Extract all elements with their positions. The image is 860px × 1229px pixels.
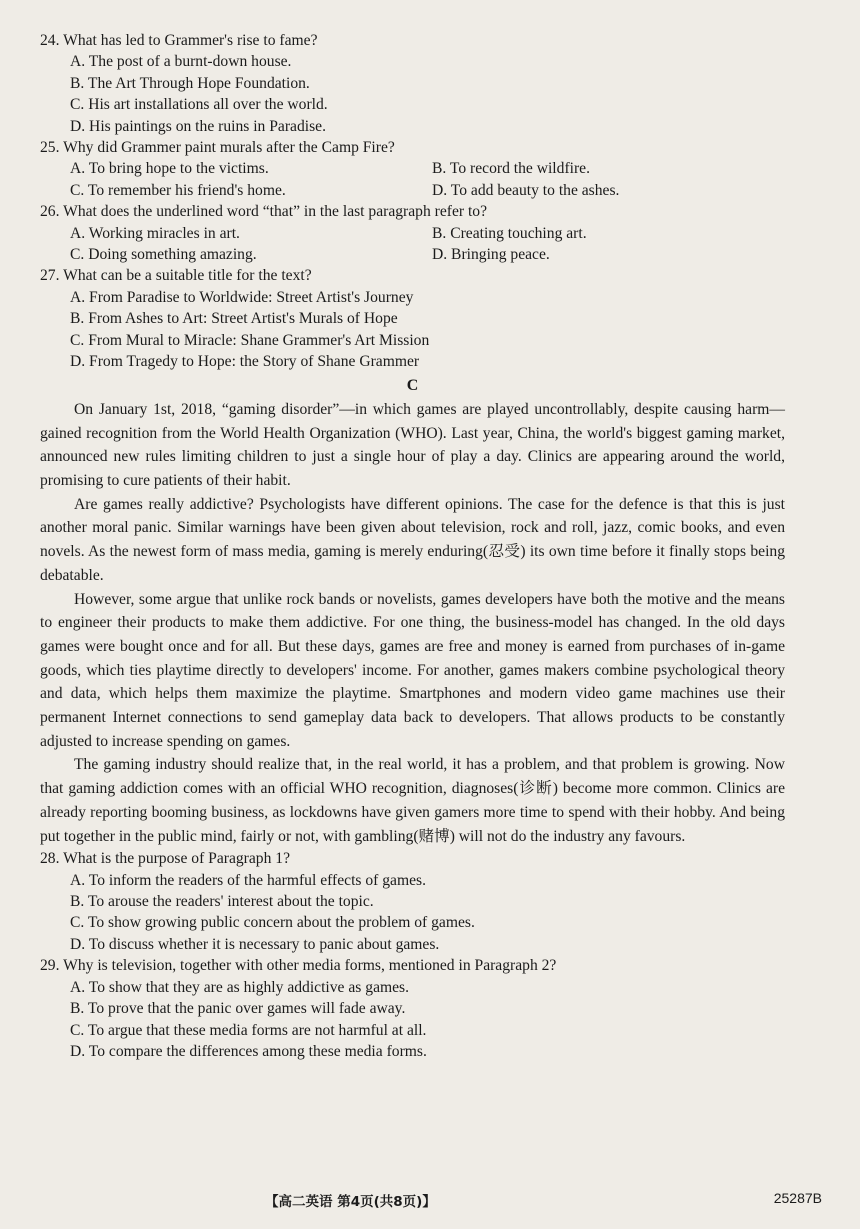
option-a: A. To show that they are as highly addictive as games. xyxy=(70,978,410,996)
option-a: A. To bring hope to the victims. xyxy=(70,160,269,178)
question-stem: 29. Why is television, together with other media forms, mentioned in Paragraph 2? xyxy=(40,957,557,975)
question-stem: 28. What is the purpose of Paragraph 1? xyxy=(40,850,291,868)
question-28 xyxy=(40,848,785,955)
option-d: D. To compare the differences among these media forms. xyxy=(70,1042,427,1060)
option-b: B. To record the wildfire. xyxy=(432,160,590,178)
option-c: C. To show growing public concern about the problem of games. xyxy=(70,914,475,932)
option-d: D. To add beauty to the ashes. xyxy=(432,181,620,199)
passage-paragraph: The gaming industry should realize that, in the real world, it has a problem, and that problem is growing. Now that gaming addiction comes with an official WHO recognition, diagnoses(诊断) become more common. Clinics are already reporting booming business, as lockdowns have given gamers more time to spend with their hobby. And being put together in the public mind, fairly or not, with gambling(赌博) will not do the industry any favours. xyxy=(40,756,785,845)
option-a: A. From Paradise to Worldwide: Street Artist's Journey xyxy=(70,288,414,306)
option-c: C. His art installations all over the world. xyxy=(70,96,328,114)
passage xyxy=(40,398,785,848)
option-c: C. Doing something amazing. xyxy=(70,246,257,264)
option-a: A. The post of a burnt-down house. xyxy=(70,53,292,71)
option-b: B. To prove that the panic over games will fade away. xyxy=(70,1000,406,1018)
option-b: B. To arouse the readers' interest about the topic. xyxy=(70,893,374,911)
question-29 xyxy=(40,955,785,1062)
passage-paragraph: However, some argue that unlike rock bands or novelists, games developers have both the motive and the means to engineer their products to make them addictive. For one thing, the business-model has changed. In the old days games were bought once and for all. But these days, games are free and money is earned from purchases of in-game goods, which ties playtime directly to developers' income. For another, games makers combine psychological theory and data, which helps them maximize the playtime. Smartphones and modern video game machines use their permanent Internet connections to send gameplay data back to developers. That allows products to be constantly adjusted to increase spending on games. xyxy=(40,590,785,750)
option-d: D. His paintings on the ruins in Paradise. xyxy=(70,117,326,135)
page-footer xyxy=(0,1190,860,1216)
stem-word: that xyxy=(269,203,294,221)
question-stem: 24. What has led to Grammer's rise to fame? xyxy=(40,32,318,49)
option-c: C. From Mural to Miracle: Shane Grammer's Art Mission xyxy=(70,331,430,349)
option-b: B. Creating touching art. xyxy=(432,224,587,242)
option-d: D. Bringing peace. xyxy=(432,246,550,264)
section-label: C xyxy=(406,376,419,394)
question-27 xyxy=(40,265,785,372)
question-24 xyxy=(40,30,785,137)
question-stem: 25. Why did Grammer paint murals after the Camp Fire? xyxy=(40,139,395,157)
option-d: D. From Tragedy to Hope: the Story of Shane Grammer xyxy=(70,353,420,371)
passage-paragraph: Are games really addictive? Psychologists have different opinions. The case for the defence is that this is just another moral panic. Similar warnings have been given about television, rock and roll, jazz, comic books, and even novels. As the newest form of mass media, gaming is merely enduring(忍受) its own time before it finally stops being debatable. xyxy=(40,495,785,584)
question-stem xyxy=(40,201,785,222)
page-number: 【高二英语 第4页(共8页)】 xyxy=(265,1194,436,1210)
option-a: A. Working miracles in art. xyxy=(70,224,240,242)
stem-text: 26. What does the underlined word “ xyxy=(40,203,270,221)
option-d: D. To discuss whether it is necessary to panic about games. xyxy=(70,935,440,953)
question-stem: 27. What can be a suitable title for the text? xyxy=(40,267,312,285)
exam-content xyxy=(40,30,785,1062)
exam-code: 25287B xyxy=(773,1190,822,1206)
option-c: C. To remember his friend's home. xyxy=(70,181,286,199)
option-b: B. The Art Through Hope Foundation. xyxy=(70,74,310,92)
question-25 xyxy=(40,137,785,201)
passage-paragraph: On January 1st, 2018, “gaming disorder”—in which games are played uncontrollably, despite causing harm—gained recognition from the World Health Organization (WHO). Last year, China, the world's biggest gaming market, announced new rules limiting children to just a single hour of play a day. Clinics are appearing around the world, promising to cure patients of their habit. xyxy=(40,400,785,490)
option-a: A. To inform the readers of the harmful effects of games. xyxy=(70,871,426,889)
option-c: C. To argue that these media forms are not harmful at all. xyxy=(70,1021,427,1039)
stem-text: ” in the last paragraph refer to? xyxy=(293,203,488,221)
option-b: B. From Ashes to Art: Street Artist's Murals of Hope xyxy=(70,310,398,328)
question-26 xyxy=(40,201,785,265)
